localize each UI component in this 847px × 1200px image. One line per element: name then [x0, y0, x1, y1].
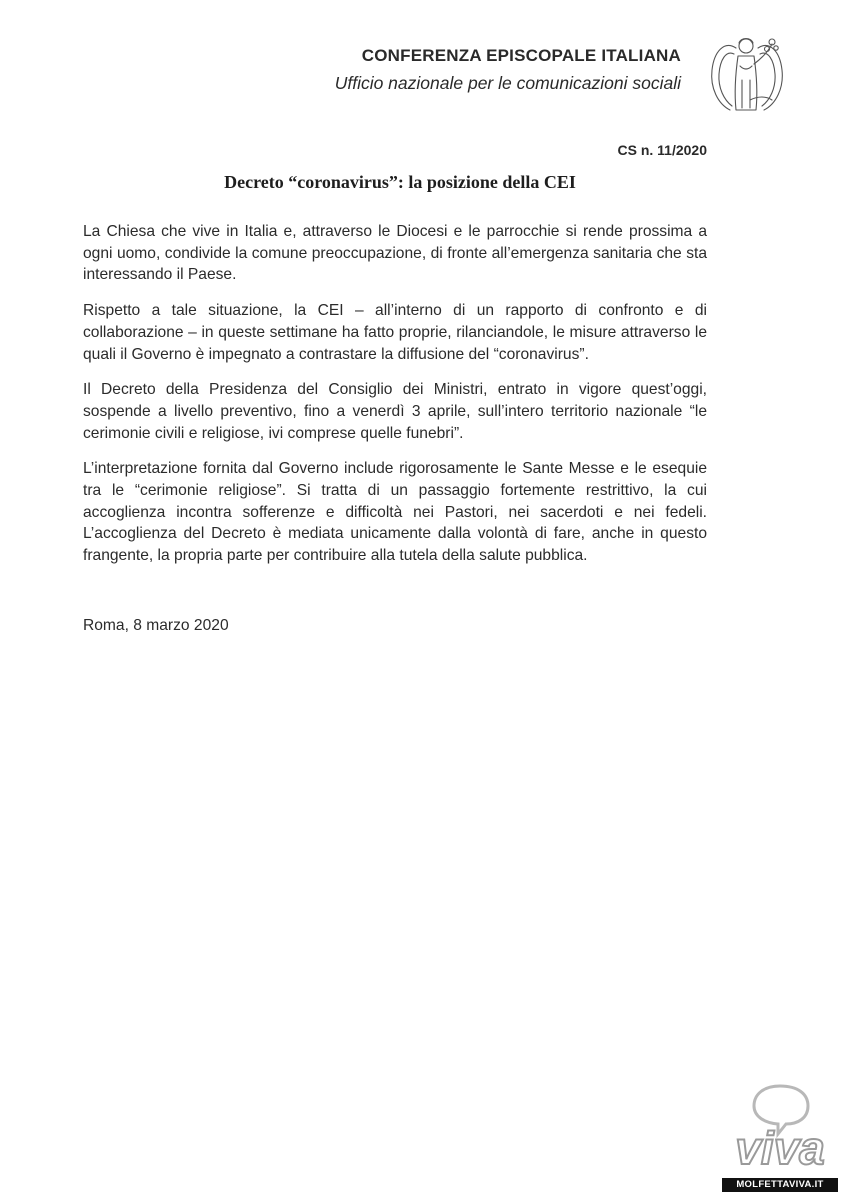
site-watermark	[722, 1080, 838, 1192]
body-paragraph: Rispetto a tale situazione, la CEI – all’interno di un rapporto di confronto e di collaborazione – in queste settimane ha fatto proprie, rilanciandole, le misure attraverso le quali il Governo è impegnato a contrastare la diffusione del “coronavirus”.	[83, 302, 707, 363]
watermark-logo-text: viva	[735, 1122, 825, 1174]
letterhead	[0, 0, 847, 120]
document-title: Decreto “coronavirus”: la posizione della CEI	[224, 172, 576, 192]
office-name: Ufficio nazionale per le comunicazioni sociali	[334, 73, 681, 93]
body-paragraph: Il Decreto della Presidenza del Consiglio dei Ministri, entrato in vigore quest’oggi, sospende a livello preventivo, fino a venerdì 3 aprile, sull’intero territorio nazionale “le cerimonie civili e religiose, ivi comprese quelle funebri”.	[83, 381, 707, 442]
angel-logo-icon	[706, 30, 786, 114]
body-paragraph: L’interpretazione fornita dal Governo include rigorosamente le Sante Messe e le esequie tra le “cerimonie religiose”. Si tratta di un passaggio fortemente restrittivo, la cui accoglienza incontra sofferenze e difficoltà nei Pastori, nei sacerdoti e nei fedeli. L’accoglienza del Decreto è mediata unicamente dalla volontà di fare, anche in questo frangente, la propria parte per contribuire alla tutela della salute pubblica.	[83, 460, 707, 565]
watermark-site: MOLFETTAVIVA.IT	[722, 1178, 838, 1192]
viva-logo-icon	[722, 1080, 838, 1178]
communique-number: CS n. 11/2020	[617, 142, 707, 158]
organization-name: CONFERENZA EPISCOPALE ITALIANA	[361, 46, 681, 65]
document-body	[83, 221, 707, 581]
body-paragraph: La Chiesa che vive in Italia e, attraverso le Diocesi e le parrocchie si rende prossima a ogni uomo, condivide la comune preoccupazione, di fronte all’emergenza sanitaria che sta interessando il Paese.	[83, 223, 707, 284]
place-and-date: Roma, 8 marzo 2020	[83, 617, 229, 634]
